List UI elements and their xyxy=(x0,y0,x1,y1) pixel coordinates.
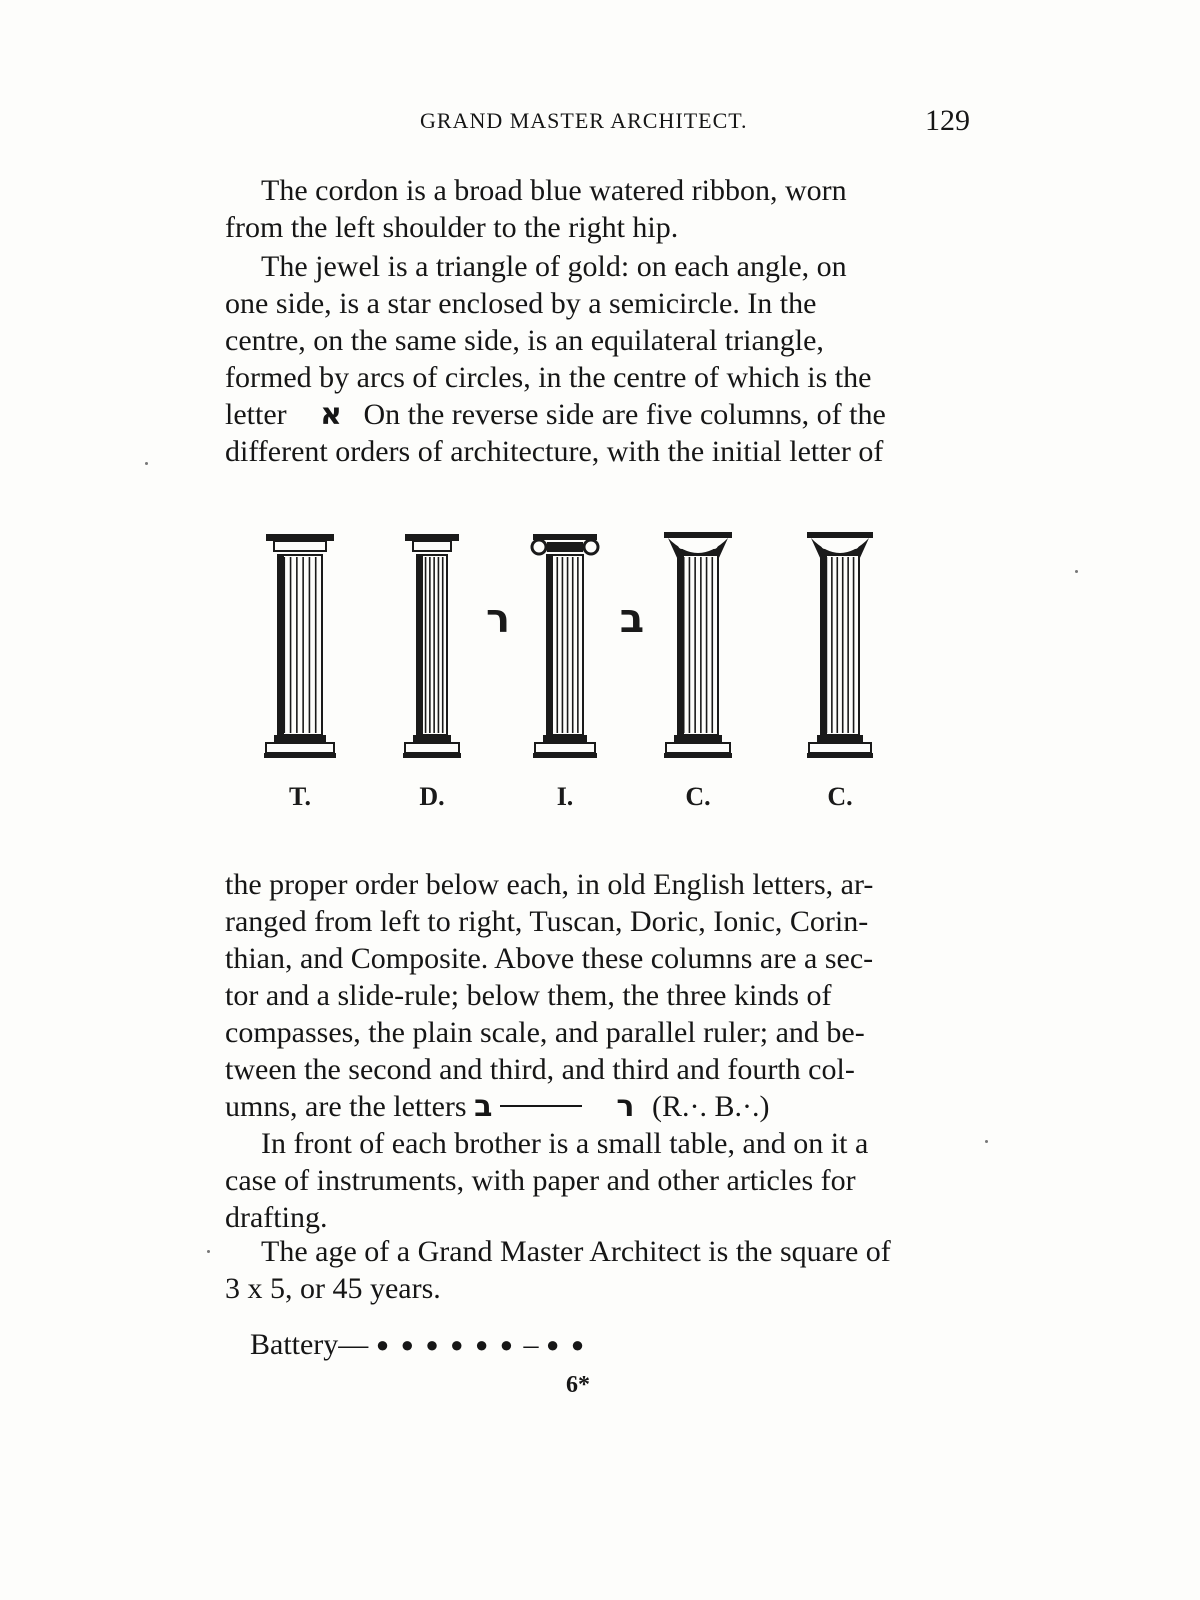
paper-speck xyxy=(985,1140,988,1143)
text-fragment: On the reverse side are five columns, of the xyxy=(363,398,886,431)
column-corinthian xyxy=(664,532,732,758)
paragraph-table xyxy=(225,1125,958,1236)
paragraph-cordon xyxy=(225,172,958,246)
acanthus-detail xyxy=(844,541,852,549)
text-line: 3 x 5, or 45 years. xyxy=(225,1272,441,1305)
five-columns-figure xyxy=(260,520,940,850)
column-capital xyxy=(266,534,334,541)
column-plinth xyxy=(405,743,459,753)
column-capital-echinus xyxy=(547,542,583,552)
paragraph-columns xyxy=(225,866,958,1125)
shaft-shadow xyxy=(547,555,553,735)
hebrew-letter-beth: ב xyxy=(619,596,645,642)
column-plinth xyxy=(535,743,595,753)
column-plinth-base xyxy=(403,753,461,758)
dash-rule xyxy=(500,1105,582,1107)
column-base-torus xyxy=(543,735,587,743)
acanthus-detail xyxy=(686,541,694,549)
column-order-letter: T. xyxy=(289,782,311,811)
acanthus-detail xyxy=(836,541,844,549)
column-plinth-base xyxy=(533,753,597,758)
text-fragment: (R.·. B.·.) xyxy=(651,1090,770,1123)
column-base-torus xyxy=(274,735,326,743)
ionic-volute xyxy=(532,540,546,554)
text-line xyxy=(225,1088,958,1125)
column-plinth-base xyxy=(264,753,336,758)
battery-label: Battery— xyxy=(250,1328,369,1361)
column-capital xyxy=(664,532,732,538)
battery-knocks-group-1: ● ● ● ● ● ● xyxy=(375,1332,517,1357)
column-plinth xyxy=(666,743,730,753)
hebrew-letter-resh: ר xyxy=(485,596,511,642)
column-plinth xyxy=(266,743,334,753)
acanthus-detail xyxy=(702,541,710,549)
columns-illustration xyxy=(260,520,940,850)
shaft-shadow xyxy=(678,555,684,735)
ionic-volute xyxy=(584,540,598,554)
shaft-shadow xyxy=(417,555,423,735)
paper-speck xyxy=(145,462,148,465)
column-capital-echinus xyxy=(274,541,326,551)
text-line: ranged from left to right, Tuscan, Doric, Ionic, Corin- xyxy=(225,905,869,938)
shaft-shadow xyxy=(821,555,827,735)
battery-line xyxy=(250,1326,587,1363)
text-line: centre, on the same side, is an equilateral triangle, xyxy=(225,324,824,357)
acanthus-detail xyxy=(821,541,829,549)
text-line: different orders of architecture, with the initial letter of xyxy=(225,435,884,468)
text-line: case of instruments, with paper and other articles for xyxy=(225,1164,856,1197)
text-line xyxy=(225,396,958,433)
column-capital xyxy=(533,534,597,540)
text-line: The jewel is a triangle of gold: on each angle, on xyxy=(261,250,847,283)
page-number: 129 xyxy=(925,104,970,137)
text-line: tor and a slide-rule; below them, the three kinds of xyxy=(225,979,832,1012)
text-line: from the left shoulder to the right hip. xyxy=(225,211,679,244)
text-line: one side, is a star enclosed by a semicircle. In the xyxy=(225,287,817,320)
column-order-letter: C. xyxy=(685,782,711,811)
signature-mark: 6* xyxy=(566,1372,590,1398)
hebrew-letter-resh: ר xyxy=(616,1089,635,1124)
column-plinth-base xyxy=(807,753,873,758)
column-plinth xyxy=(809,743,871,753)
column-plinth-base xyxy=(664,753,732,758)
text-line: In front of each brother is a small table, and on it a xyxy=(261,1127,869,1160)
column-capital xyxy=(405,534,459,541)
column-doric xyxy=(403,534,461,758)
text-line: tween the second and third, and third and fourth col- xyxy=(225,1053,855,1086)
column-base-torus xyxy=(413,735,451,743)
paragraph-jewel xyxy=(225,248,958,470)
shaft-shadow xyxy=(278,555,284,735)
paragraph-age xyxy=(225,1233,958,1307)
column-capital xyxy=(807,532,873,538)
text-line: The age of a Grand Master Architect is the square of xyxy=(261,1235,891,1268)
hebrew-letter-beth: ב xyxy=(474,1089,493,1124)
column-composite xyxy=(807,532,873,758)
text-line: drafting. xyxy=(225,1201,328,1234)
column-order-letter: I. xyxy=(556,782,574,811)
text-fragment: umns, are the letters xyxy=(225,1090,467,1123)
paper-speck xyxy=(207,1250,210,1253)
column-capital-echinus xyxy=(413,541,451,551)
running-head: GRAND MASTER ARCHITECT. xyxy=(420,108,748,133)
paper-speck xyxy=(1075,570,1078,573)
column-order-letter: C. xyxy=(827,782,853,811)
column-ionic xyxy=(532,534,598,758)
text-line: formed by arcs of circles, in the centre of which is the xyxy=(225,361,872,394)
battery-knocks-group-2: ● ● xyxy=(546,1332,588,1357)
column-order-letter: D. xyxy=(419,782,445,811)
column-base-torus xyxy=(674,735,722,743)
hebrew-letter-aleph: א xyxy=(320,397,342,432)
column-tuscan xyxy=(264,534,336,758)
text-fragment: letter xyxy=(225,398,287,431)
column-base-torus xyxy=(817,735,863,743)
text-line: thian, and Composite. Above these columns are a sec- xyxy=(225,942,874,975)
text-line: The cordon is a broad blue watered ribbon, worn xyxy=(261,174,847,207)
text-line: compasses, the plain scale, and parallel ruler; and be- xyxy=(225,1016,865,1049)
acanthus-detail xyxy=(678,541,686,549)
acanthus-detail xyxy=(851,541,859,549)
battery-separator: – xyxy=(523,1328,539,1361)
acanthus-detail xyxy=(694,541,702,549)
acanthus-detail xyxy=(829,541,837,549)
acanthus-detail xyxy=(710,541,718,549)
text-line: the proper order below each, in old English letters, ar- xyxy=(225,868,874,901)
